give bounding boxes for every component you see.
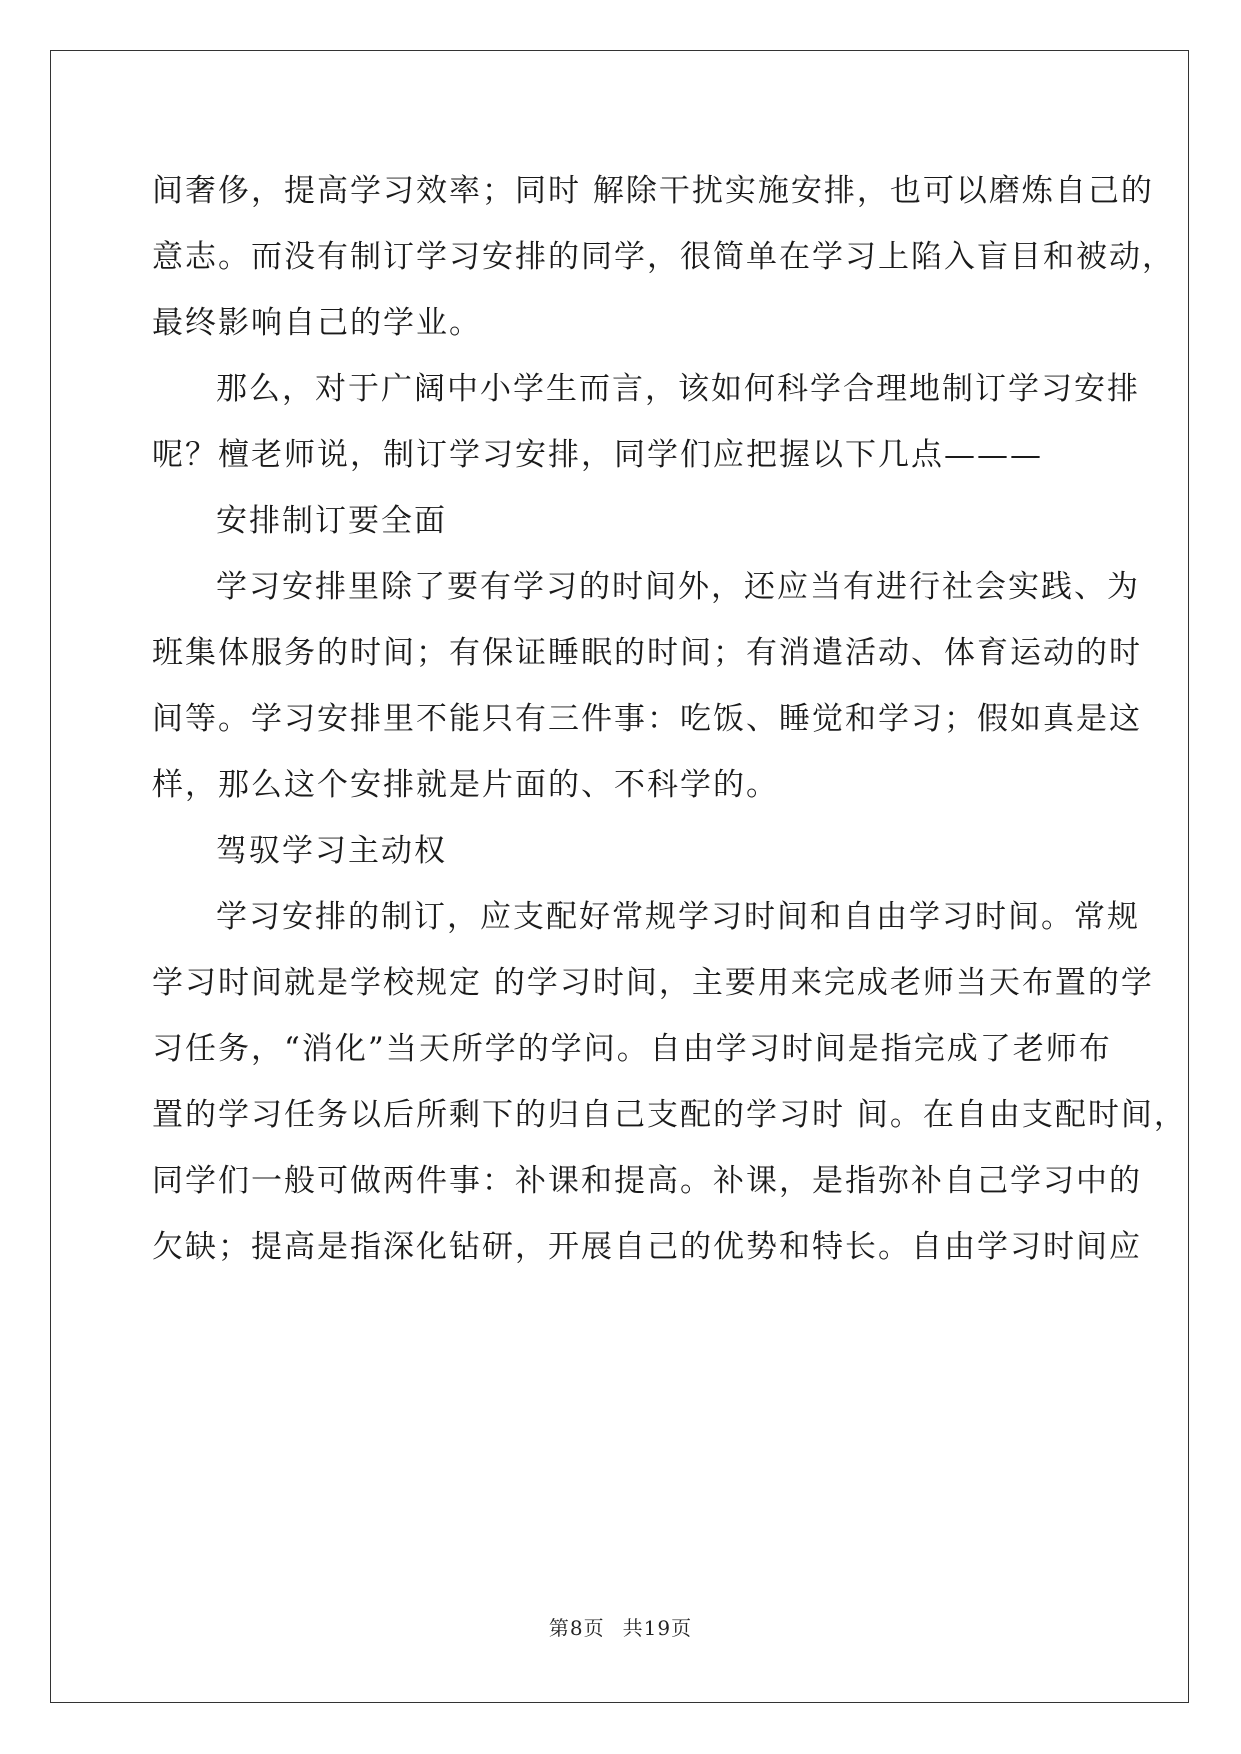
body-line: 学习安排里除了要有学习的时间外，还应当有进行社会实践、为 [216, 569, 1140, 605]
section-heading: 驾驭学习主动权 [216, 833, 447, 869]
body-line: 样，那么这个安排就是片面的、不科学的。 [152, 767, 779, 803]
page-total: 共19页 [622, 1616, 693, 1640]
section-heading: 安排制订要全面 [216, 503, 447, 539]
body-line: 间等。学习安排里不能只有三件事：吃饭、睡觉和学习；假如真是这 [152, 701, 1142, 737]
body-line: 意志。而没有制订学习安排的同学，很简单在学习上陷入盲目和被动， [152, 239, 1175, 275]
page-number: 第8页 [548, 1616, 605, 1640]
body-line: 间奢侈，提高学习效率；同时 解除干扰实施安排，也可以磨炼自己的 [152, 173, 1154, 209]
body-line: 习任务，“消化”当天所学的学问。自由学习时间是指完成了老师布 [152, 1031, 1112, 1067]
body-line: 同学们一般可做两件事：补课和提高。补课，是指弥补自己学习中的 [152, 1163, 1142, 1199]
body-line: 呢？檀老师说，制订学习安排，同学们应把握以下几点——— [152, 437, 1043, 473]
document-body [152, 158, 1187, 1280]
page-footer [0, 1612, 1241, 1641]
body-line: 最终影响自己的学业。 [152, 305, 482, 341]
body-line: 欠缺；提高是指深化钻研，开展自己的优势和特长。自由学习时间应 [152, 1229, 1142, 1265]
body-line: 班集体服务的时间；有保证睡眠的时间；有消遣活动、体育运动的时 [152, 635, 1142, 671]
body-line: 学习安排的制订，应支配好常规学习时间和自由学习时间。常规 [216, 899, 1140, 935]
body-line: 置的学习任务以后所剩下的归自己支配的学习时 间。在自由支配时间， [152, 1097, 1187, 1133]
body-line: 那么，对于广阔中小学生而言，该如何科学合理地制订学习安排 [216, 371, 1140, 407]
body-line: 学习时间就是学校规定 的学习时间，主要用来完成老师当天布置的学 [152, 965, 1154, 1001]
